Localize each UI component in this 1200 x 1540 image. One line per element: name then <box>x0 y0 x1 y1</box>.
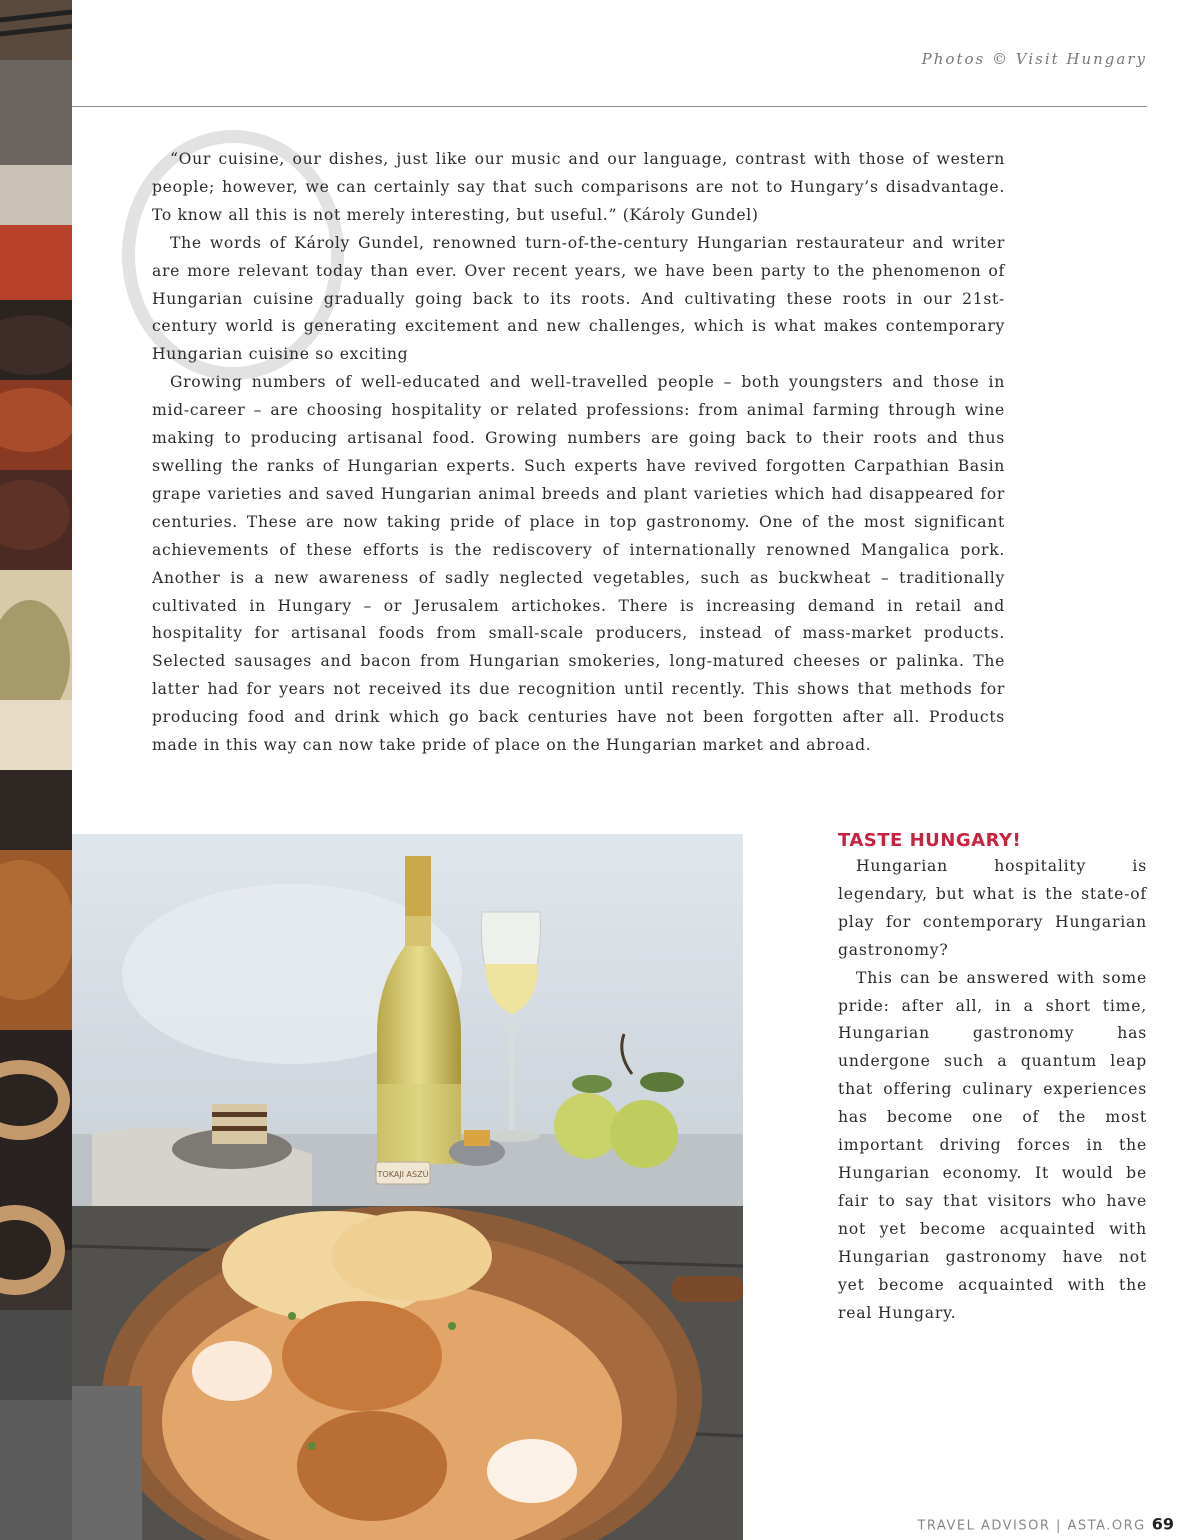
page-footer <box>917 1515 1174 1534</box>
wine-photo <box>72 834 743 1206</box>
article-paragraph-growth: Growing numbers of well-educated and well-travelled people – both youngsters and those in mid-career – are choosing hospitality or related professions: from animal farming through wine making to producing artisanal food. Growing numbers are going back to their roots and thus swelling the ranks of Hungarian experts. Such experts have revived forgotten Carpathian Basin grape varieties and saved Hungarian animal breeds and plant varieties which had disappeared for centuries. These are now taking pride of place in top gastronomy. One of the most significant achievements of these efforts is the rediscovery of internationally renowned Mangalica pork. Another is a new awareness of sadly neglected vegetables, such as buckwheat – traditionally cultivated in Hungary – or Jerusalem artichokes. There is increasing demand in retail and hospitality for artisanal foods from small-scale producers, instead of mass-market products. Selected sausages and bacon from Hungarian smokeries, long-matured cheeses or palinka. The latter had for years not received its due recognition until recently. This shows that methods for producing food and drink which go back centuries have not been forgotten after all. Products made in this way can now take pride of place on the Hungarian market and abroad. <box>152 373 1005 755</box>
wine-still-life-image <box>72 834 743 1206</box>
article-body <box>152 146 1005 760</box>
taste-hungary-sidebar <box>838 830 1147 1327</box>
sidebar-heading: TASTE HUNGARY! <box>838 830 1022 851</box>
sidebar-paragraph-pride: This can be answered with some pride: after all, in a short time, Hungarian gastronomy has undergone such a quantum leap that offering culinary experiences has become one of the most important driving forces in the Hungarian economy. It would be fair to say that visitors who have not yet become acquainted with Hungarian gastronomy have not yet become acquainted with the real Hungary. <box>838 968 1147 1322</box>
cork-label-text: TOKAJI ASZÚ <box>377 1170 429 1179</box>
sidebar-paragraph-intro: Hungarian hospitality is legendary, but what is the state-of play for contemporary Hungarian gastronomy? <box>838 857 1147 959</box>
food-strip-image <box>0 0 72 1540</box>
left-photo-strip <box>0 0 72 1540</box>
article-paragraph-quote: “Our cuisine, our dishes, just like our music and our language, contrast with those of western people; however, we can certainly say that such comparisons are not to Hungary’s disadvantage. To know all this is not merely interesting, but useful.” (Károly Gundel) <box>152 150 1005 224</box>
publication-name: TRAVEL ADVISOR | ASTA.ORG <box>917 1518 1146 1534</box>
dish-photo <box>72 1206 743 1540</box>
paprika-chicken-image <box>72 1206 743 1540</box>
header-divider <box>72 106 1147 107</box>
photo-credit: Photos © Visit Hungary <box>921 50 1147 68</box>
article-paragraph-gundel: The words of Károly Gundel, renowned turn-of-the-century Hungarian restaurateur and writer are more relevant today than ever. Over recent years, we have been party to the phenomenon of Hungarian cuisine gradually going back to its roots. And cultivating these roots in our 21st-century world is generating excitement and new challenges, which is what makes contemporary Hungarian cuisine so exciting <box>152 233 1005 364</box>
page-number: 69 <box>1151 1514 1174 1534</box>
